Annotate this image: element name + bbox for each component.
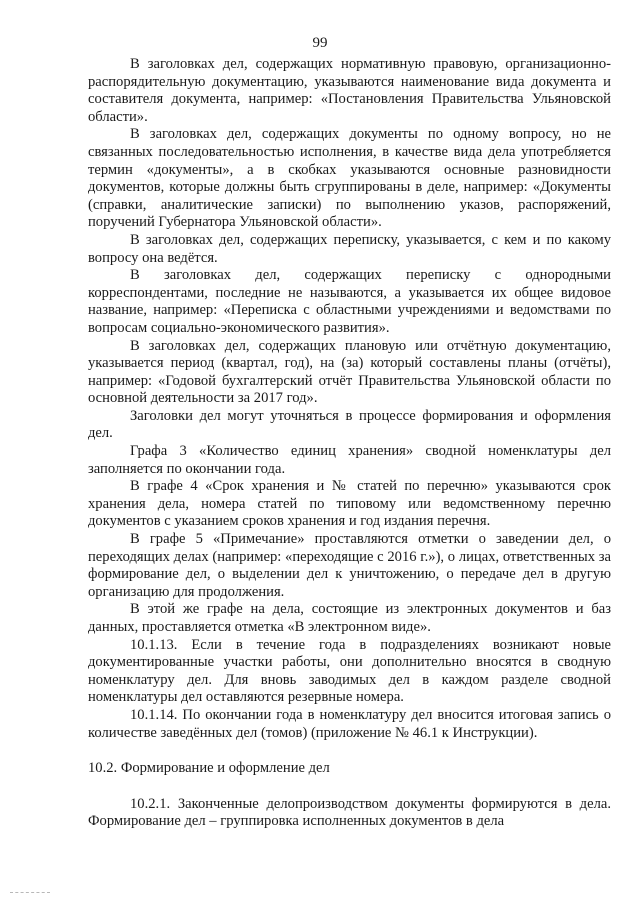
paragraph-normative-docs: В заголовках дел, содержащих нормативную правовую, организационно-распорядительную документацию, указываются наименование вида документа и составителя документа, например: «Постановления Правительства Ульяновской области». bbox=[88, 56, 611, 125]
paragraph-planning-reporting: В заголовках дел, содержащих плановую или отчётную документацию, указывается период (квартал, год), на (за) который составлены планы (отчёты), например: «Годовой бухгалтерский отчёт Правительства Ульяновской области по основной деятельности за 2017 год». bbox=[88, 337, 611, 407]
section-heading: 10.2. Формирование и оформление дел bbox=[88, 760, 330, 777]
paragraph-column-3: Графа 3 «Количество единиц хранения» сводной номенклатуры дел заполняется по окончании года. bbox=[88, 443, 611, 477]
paragraph-titles-refinement: Заголовки дел могут уточняться в процессе формирования и оформления дел. bbox=[88, 407, 611, 442]
paragraph-column-5: В графе 5 «Примечание» проставляются отметки о заведении дел, о переходящих делах (например: «переходящие с 2016 г.»), о лицах, ответственных за формирование дел, о выделении дел к уничтожению, о передаче дел в другую организацию для продолжения. bbox=[88, 531, 611, 600]
page-number: 99 bbox=[312, 35, 328, 51]
paragraph-single-question-docs: В заголовках дел, содержащих документы по одному вопросу, но не связанных последовательностью исполнения, в качестве вида дела употребляется термин «документы», а в скобках указываются основные разновидности документов, которые должны быть сгруппированы в деле, например: «Документы (справки, аналитические записки) по выполнению указов, распоряжений, поручений Губернатора Ульяновской области». bbox=[88, 126, 611, 231]
paragraph-10-2-1: 10.2.1. Законченные делопроизводством документы формируются в дела. Формирование дел – группировка исполненных документов в дела bbox=[88, 795, 611, 830]
paragraph-correspondence: В заголовках дел, содержащих переписку, указывается, с кем и по какому вопросу она ведётся. bbox=[88, 231, 611, 266]
paragraph-column-4: В графе 4 «Срок хранения и № статей по перечню» указываются срок хранения дела, номера статей по типовому или ведомственному перечню документов с указанием сроков хранения и год издания перечня. bbox=[88, 478, 611, 530]
paragraph-electronic-mark: В этой же графе на дела, состоящие из электронных документов и баз данных, проставляется отметка «В электронном виде». bbox=[88, 601, 611, 635]
paragraph-10-1-14: 10.1.14. По окончании года в номенклатуру дел вносится итоговая запись о количестве заведённых дел (томов) (приложение № 46.1 к Инструкции). bbox=[88, 706, 611, 741]
document-body bbox=[88, 56, 611, 831]
scan-artifact-divider bbox=[10, 892, 50, 893]
paragraph-homogeneous-correspondents: В заголовках дел, содержащих переписку с однородными корреспондентами, последние не называются, а указывается их общее видовое название, например: «Переписка с областными учреждениями и ведомствами по вопросам социально-экономического развития». bbox=[88, 267, 611, 336]
paragraph-10-1-13: 10.1.13. Если в течение года в подразделениях возникают новые документированные участки работы, они дополнительно вносятся в сводную номенклатуру дел. Для вновь заводимых дел в каждом разделе сводной номенклатуры дел оставляются резервные номера. bbox=[88, 636, 611, 706]
